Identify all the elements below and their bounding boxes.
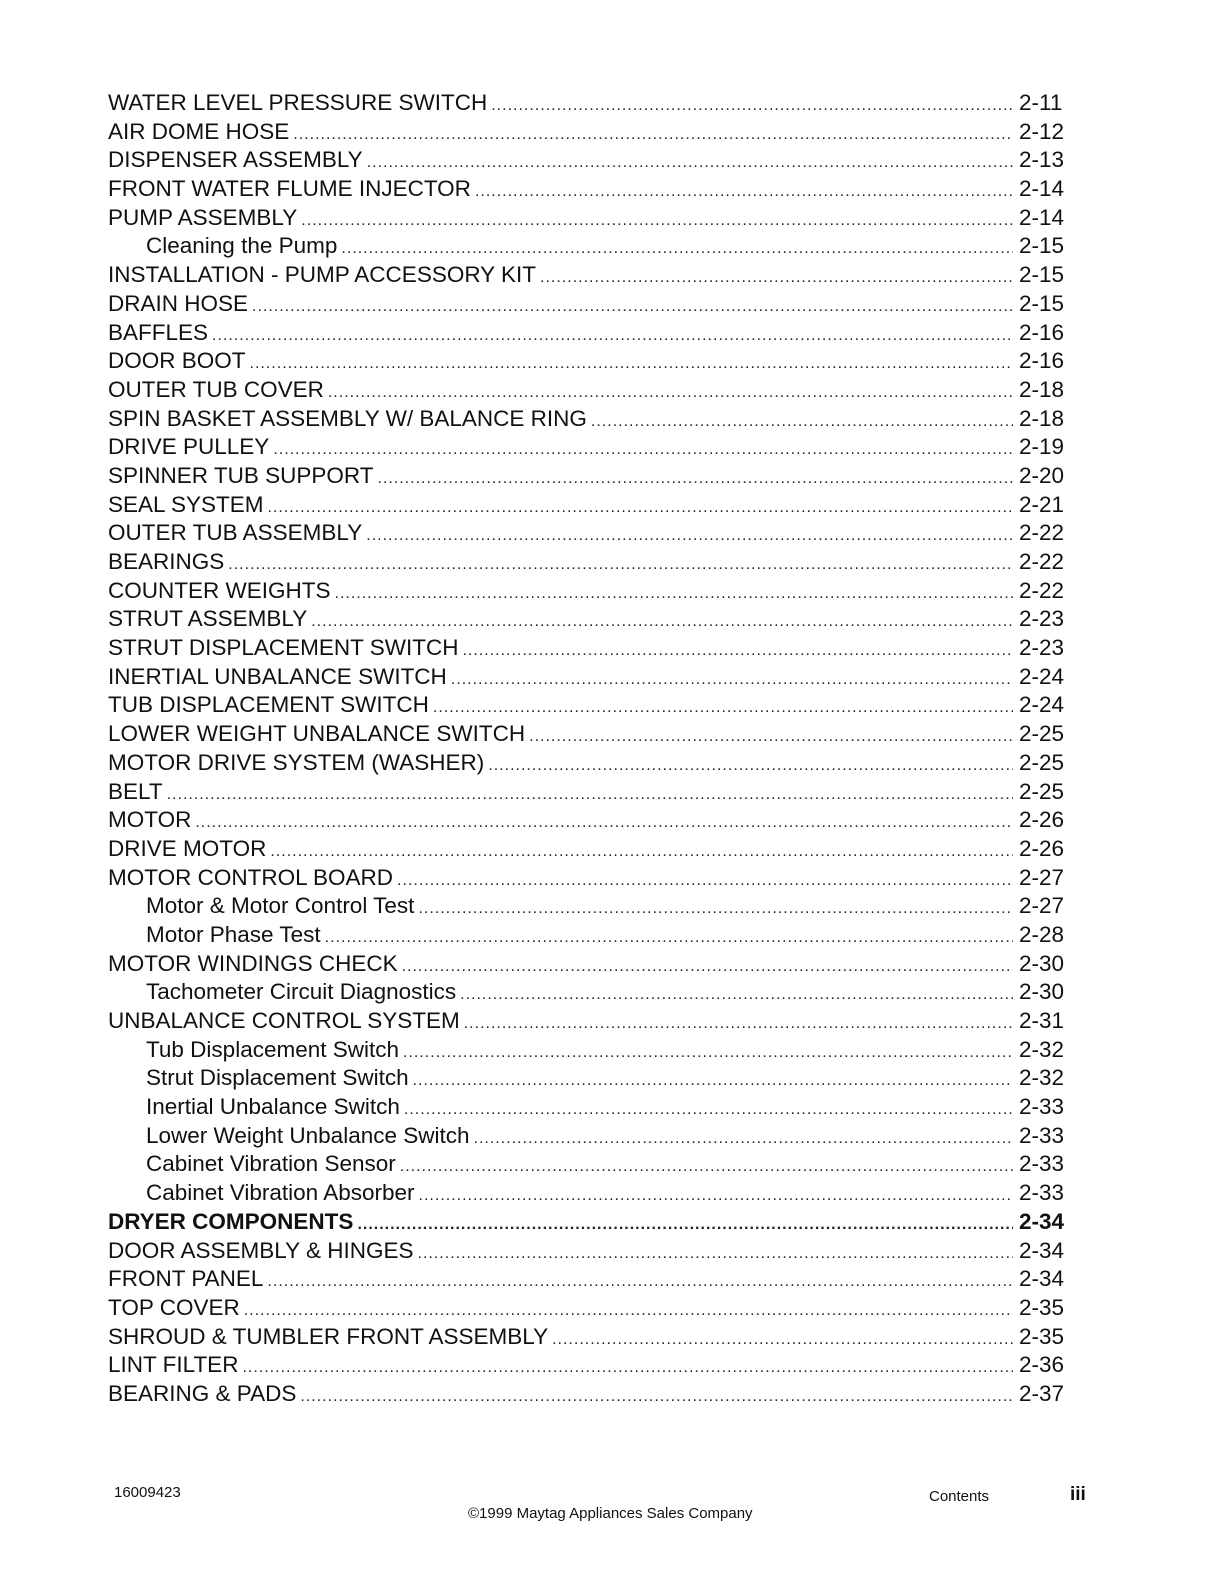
toc-entry[interactable]	[108, 1294, 1071, 1323]
copyright-notice: ©1999 Maytag Appliances Sales Company	[468, 1505, 753, 1522]
toc-entry-page: 2-32	[1019, 1036, 1065, 1062]
toc-entry-title: UNBALANCE CONTROL SYSTEM	[108, 1008, 460, 1033]
toc-entry-page: 2-25	[1019, 749, 1065, 775]
dot-leader	[460, 981, 1013, 1010]
toc-entry[interactable]	[108, 232, 1071, 261]
toc-entry-title: COUNTER WEIGHTS	[108, 577, 331, 603]
toc-entry[interactable]	[108, 720, 1071, 749]
toc-entry-page: 2-27	[1019, 864, 1065, 890]
toc-entry-page: 2-21	[1019, 491, 1065, 517]
toc-entry-title: MOTOR CONTROL BOARD	[108, 864, 394, 890]
toc-entry[interactable]	[108, 978, 1071, 1007]
toc-entry-page: 2-27	[1019, 893, 1065, 919]
toc-entry[interactable]	[108, 663, 1071, 692]
toc-entry-page: 2-14	[1019, 176, 1065, 202]
toc-entry-page: 2-37	[1019, 1380, 1065, 1406]
dot-leader	[301, 207, 1013, 236]
dot-leader	[404, 1096, 1013, 1125]
toc-entry-title: BAFFLES	[108, 319, 209, 345]
toc-entry-title: SEAL SYSTEM	[108, 491, 264, 517]
toc-entry-page: 2-22	[1019, 520, 1065, 546]
toc-entry-title: DRIVE PULLEY	[108, 434, 270, 460]
dot-leader	[462, 637, 1013, 666]
page-number: iii	[1070, 1484, 1086, 1505]
toc-entry[interactable]	[108, 1265, 1071, 1294]
dot-leader	[267, 494, 1013, 523]
toc-entry-page: 2-35	[1019, 1323, 1065, 1349]
toc-entry-page: 2-12	[1019, 118, 1065, 144]
toc-entry[interactable]	[108, 347, 1071, 376]
toc-entry-page: 2-15	[1019, 290, 1065, 316]
toc-entry[interactable]	[108, 175, 1071, 204]
dot-leader	[475, 178, 1013, 207]
toc-entry-page: 2-34	[1019, 1208, 1065, 1234]
dot-leader	[267, 1268, 1013, 1297]
toc-entry-title: LINT FILTER	[108, 1352, 239, 1378]
toc-entry[interactable]	[108, 491, 1071, 520]
toc-entry-page: 2-33	[1019, 1180, 1065, 1206]
toc-entry[interactable]	[108, 1150, 1071, 1179]
toc-entry-page: 2-22	[1019, 549, 1065, 574]
dot-leader	[402, 953, 1013, 982]
toc-entry-title: DOOR BOOT	[108, 348, 246, 374]
toc-entry-page: 2-13	[1019, 147, 1065, 173]
toc-entry-title: Lower Weight Unbalance Switch	[146, 1122, 470, 1148]
dot-leader	[540, 264, 1013, 293]
toc-entry[interactable]	[108, 1208, 1071, 1237]
toc-entry-page: 2-31	[1019, 1008, 1065, 1033]
toc-entry[interactable]	[108, 548, 1071, 577]
dot-leader	[367, 149, 1013, 178]
dot-leader	[335, 580, 1014, 609]
toc-entry-page: 2-18	[1019, 376, 1065, 402]
toc-entry[interactable]	[108, 405, 1071, 434]
toc-entry-page: 2-33	[1019, 1151, 1065, 1177]
dot-leader	[433, 694, 1013, 723]
toc-entry[interactable]	[108, 806, 1071, 835]
dot-leader	[419, 1182, 1013, 1211]
toc-entry-title: Inertial Unbalance Switch	[146, 1094, 400, 1120]
toc-entry-page: 2-25	[1019, 721, 1065, 747]
toc-entry[interactable]	[108, 290, 1071, 319]
toc-entry-page: 2-24	[1019, 663, 1065, 689]
toc-entry[interactable]	[108, 433, 1071, 462]
toc-entry-page: 2-26	[1019, 807, 1065, 833]
dot-leader	[400, 1153, 1013, 1182]
toc-entry[interactable]	[108, 118, 1071, 147]
toc-entry-title: SPINNER TUB SUPPORT	[108, 462, 374, 488]
toc-entry-title: Cleaning the Pump	[146, 233, 338, 259]
toc-entry-title: MOTOR	[108, 807, 192, 833]
toc-entry-title: DISPENSER ASSEMBLY	[108, 147, 363, 173]
dot-leader	[341, 235, 1013, 264]
toc-entry-title: LOWER WEIGHT UNBALANCE SWITCH	[108, 721, 526, 747]
toc-entry[interactable]	[108, 1237, 1071, 1266]
dot-leader	[270, 838, 1013, 867]
dot-leader	[300, 1383, 1013, 1412]
dot-leader	[403, 1039, 1013, 1068]
toc-entry-title: Strut Displacement Switch	[146, 1065, 409, 1091]
toc-entry-page: 2-14	[1019, 204, 1065, 230]
toc-entry-title: WATER LEVEL PRESSURE SWITCH	[108, 90, 488, 115]
dot-leader	[195, 809, 1013, 838]
toc-entry-title: SHROUD & TUMBLER FRONT ASSEMBLY	[108, 1323, 549, 1349]
toc-entry[interactable]	[108, 89, 1071, 118]
toc-entry-title: DOOR ASSEMBLY & HINGES	[108, 1237, 414, 1263]
toc-entry-page: 2-11	[1019, 90, 1063, 115]
toc-entry[interactable]	[108, 376, 1071, 405]
toc-entry-title: AIR DOME HOSE	[108, 118, 290, 144]
dot-leader	[474, 1125, 1013, 1154]
section-label: Contents	[929, 1488, 990, 1505]
toc-entry[interactable]	[108, 634, 1071, 663]
toc-entry[interactable]	[108, 519, 1071, 548]
dot-leader	[328, 379, 1013, 408]
document-number: 16009423	[114, 1484, 181, 1501]
toc-entry-title: PUMP ASSEMBLY	[108, 204, 298, 230]
dot-leader	[464, 1010, 1013, 1039]
toc-entry-page: 2-34	[1019, 1266, 1065, 1292]
dot-leader	[252, 293, 1013, 322]
toc-entry[interactable]	[108, 605, 1071, 634]
toc-entry[interactable]	[108, 921, 1071, 950]
toc-entry-title: STRUT DISPLACEMENT SWITCH	[108, 635, 459, 661]
toc-entry-page: 2-19	[1019, 434, 1065, 460]
toc-entry[interactable]	[108, 835, 1071, 864]
toc-entry[interactable]	[108, 204, 1071, 233]
dot-leader	[418, 1240, 1013, 1269]
toc-entry[interactable]	[108, 319, 1071, 348]
toc-entry-page: 2-35	[1019, 1294, 1065, 1320]
toc-entry[interactable]	[108, 778, 1071, 807]
dot-leader	[591, 408, 1013, 437]
toc-entry[interactable]	[108, 864, 1071, 893]
toc-entry-title: DRIVE MOTOR	[108, 835, 267, 861]
toc-entry[interactable]	[108, 1036, 1071, 1065]
toc-entry-title: OUTER TUB ASSEMBLY	[108, 520, 363, 546]
dot-leader	[242, 1354, 1013, 1383]
toc-entry[interactable]	[108, 1323, 1071, 1352]
toc-entry[interactable]	[108, 1007, 1071, 1036]
toc-entry-title: INERTIAL UNBALANCE SWITCH	[108, 663, 447, 689]
toc-entry-title: Motor & Motor Control Test	[146, 893, 415, 919]
toc-entry[interactable]	[108, 261, 1071, 290]
toc-entry-title: BELT	[108, 778, 163, 804]
toc-entry-title: BEARINGS	[108, 549, 225, 574]
toc-entry-title: DRYER COMPONENTS	[108, 1208, 354, 1234]
toc-entry-title: FRONT PANEL	[108, 1266, 264, 1292]
dot-leader	[293, 121, 1013, 150]
toc-entry-title: FRONT WATER FLUME INJECTOR	[108, 176, 471, 202]
toc-entry-page: 2-34	[1019, 1237, 1065, 1263]
toc-entry-page: 2-16	[1019, 348, 1065, 374]
toc-entry-title: MOTOR WINDINGS CHECK	[108, 950, 398, 976]
toc-entry[interactable]	[108, 749, 1071, 778]
toc-entry-page: 2-18	[1019, 405, 1065, 431]
toc-entry-page: 2-23	[1019, 606, 1065, 632]
toc-entry-page: 2-28	[1019, 921, 1065, 947]
dot-leader	[488, 752, 1013, 781]
toc-entry-page: 2-30	[1019, 979, 1065, 1005]
dot-leader	[325, 924, 1013, 953]
dot-leader	[167, 781, 1013, 810]
toc-entry-page: 2-33	[1019, 1094, 1065, 1120]
dot-leader	[212, 322, 1013, 351]
dot-leader	[244, 1297, 1013, 1326]
toc-entry[interactable]	[108, 1064, 1071, 1093]
toc-entry[interactable]	[108, 1093, 1071, 1122]
dot-leader	[529, 723, 1013, 752]
toc-entry-title: Motor Phase Test	[146, 921, 321, 947]
toc-entry-page: 2-26	[1019, 835, 1065, 861]
toc-entry-title: OUTER TUB COVER	[108, 376, 324, 402]
toc-entry-title: Cabinet Vibration Sensor	[146, 1151, 396, 1177]
toc-entry-title: Tachometer Circuit Diagnostics	[146, 979, 457, 1005]
toc-entry-title: DRAIN HOSE	[108, 290, 249, 316]
toc-entry-title: BEARING & PADS	[108, 1380, 297, 1406]
toc-entry-page: 2-22	[1019, 577, 1065, 603]
toc-entry-page: 2-33	[1019, 1122, 1065, 1148]
toc-entry[interactable]	[108, 146, 1071, 175]
toc-entry[interactable]	[108, 691, 1071, 720]
dot-leader	[366, 522, 1013, 551]
toc-entry[interactable]	[108, 1351, 1071, 1380]
dot-leader	[250, 350, 1013, 379]
dot-leader	[413, 1067, 1013, 1096]
toc-entry[interactable]	[108, 950, 1071, 979]
dot-leader	[357, 1211, 1013, 1240]
toc-entry-title: INSTALLATION - PUMP ACCESSORY KIT	[108, 262, 537, 288]
toc-entry[interactable]	[108, 1122, 1071, 1151]
dot-leader	[311, 608, 1013, 637]
dot-leader	[377, 465, 1013, 494]
toc-entry-title: MOTOR DRIVE SYSTEM (WASHER)	[108, 749, 485, 775]
toc-entry-page: 2-32	[1019, 1065, 1065, 1091]
toc-entry-title: SPIN BASKET ASSEMBLY W/ BALANCE RING	[108, 405, 587, 431]
dot-leader	[397, 867, 1013, 896]
toc-entry[interactable]	[108, 1380, 1071, 1409]
toc-entry-title: TUB DISPLACEMENT SWITCH	[108, 692, 429, 718]
dot-leader	[273, 436, 1013, 465]
toc-entry-page: 2-36	[1019, 1352, 1065, 1378]
toc-entry-page: 2-15	[1019, 262, 1065, 288]
toc-entry-page: 2-23	[1019, 635, 1065, 661]
toc-entry[interactable]	[108, 462, 1071, 491]
dot-leader	[491, 92, 1013, 121]
toc-entry-title: STRUT ASSEMBLY	[108, 606, 308, 632]
toc-entry-page: 2-30	[1019, 950, 1065, 976]
toc-entry-page: 2-25	[1019, 778, 1065, 804]
toc-entry-page: 2-24	[1019, 692, 1065, 718]
dot-leader	[552, 1326, 1013, 1355]
dot-leader	[418, 895, 1013, 924]
toc-entry[interactable]	[108, 892, 1071, 921]
toc-entry-page: 2-20	[1019, 462, 1065, 488]
dot-leader	[451, 666, 1013, 695]
table-of-contents	[108, 89, 1071, 1409]
toc-entry-page: 2-15	[1019, 233, 1065, 259]
toc-entry[interactable]	[108, 1179, 1071, 1208]
toc-entry-title: TOP COVER	[108, 1294, 240, 1320]
toc-entry-title: Cabinet Vibration Absorber	[146, 1180, 415, 1206]
toc-entry-page: 2-16	[1019, 319, 1065, 345]
toc-entry-title: Tub Displacement Switch	[146, 1036, 400, 1062]
toc-entry[interactable]	[108, 577, 1071, 606]
dot-leader	[228, 551, 1013, 580]
